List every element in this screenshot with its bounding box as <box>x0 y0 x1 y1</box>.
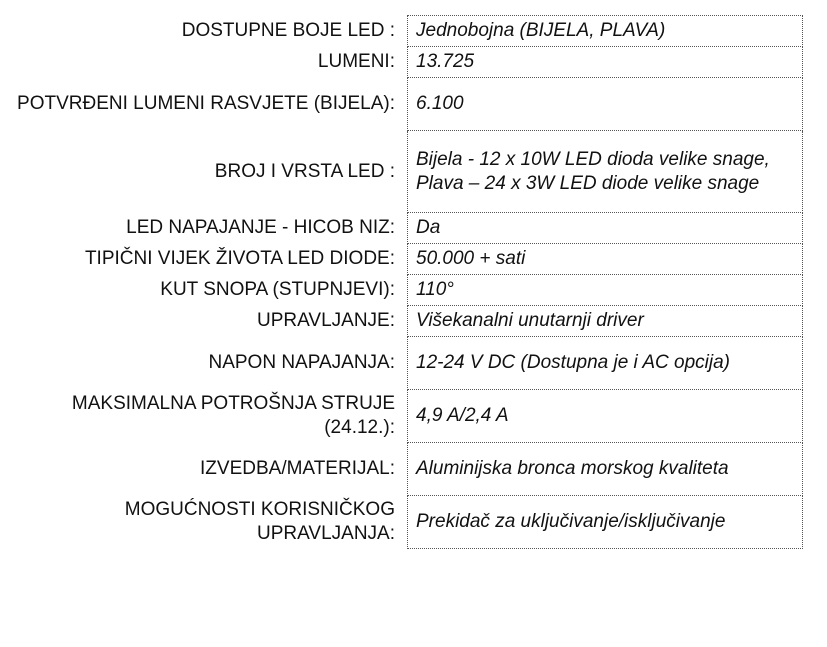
spec-label: UPRAVLJANJE: <box>257 310 395 331</box>
spec-label: POTVRĐENI LUMENI RASVJETE (BIJELA): <box>17 93 395 114</box>
table-row <box>0 47 803 78</box>
spec-label: LUMENI: <box>317 51 395 72</box>
table-row <box>0 306 803 337</box>
table-row <box>0 443 803 496</box>
table-row <box>0 275 803 306</box>
spec-label: IZVEDBA/MATERIJAL: <box>200 458 395 479</box>
spec-label: MOGUĆNOSTI KORISNIČKOG UPRAVLJANJA: <box>124 499 395 544</box>
spec-value: 4,9 A/2,4 A <box>408 390 803 443</box>
spec-value: Višekanalni unutarnji driver <box>408 306 803 337</box>
spec-label: TIPIČNI VIJEK ŽIVOTA LED DIODE: <box>84 248 395 269</box>
spec-table <box>0 15 803 549</box>
table-row <box>0 16 803 47</box>
spec-label: KUT SNOPA (STUPNJEVI): <box>160 279 395 300</box>
spec-label: DOSTUPNE BOJE LED : <box>181 20 395 41</box>
spec-label: NAPON NAPAJANJA: <box>208 352 395 373</box>
table-row <box>0 390 803 443</box>
spec-value: Da <box>408 213 803 244</box>
spec-value: 13.725 <box>408 47 803 78</box>
spec-value: 50.000 + sati <box>408 244 803 275</box>
table-row <box>0 244 803 275</box>
table-row <box>0 78 803 131</box>
table-row <box>0 213 803 244</box>
spec-value: 6.100 <box>408 78 803 131</box>
spec-label: MAKSIMALNA POTROŠNJA STRUJE (24.12.): <box>71 393 395 438</box>
spec-value: 12-24 V DC (Dostupna je i AC opcija) <box>408 337 803 390</box>
spec-value: 110° <box>408 275 803 306</box>
table-row <box>0 337 803 390</box>
spec-value: Jednobojna (BIJELA, PLAVA) <box>408 16 803 47</box>
spec-value: Aluminijska bronca morskog kvaliteta <box>408 443 803 496</box>
spec-label: LED NAPAJANJE - HICOB NIZ: <box>126 217 395 238</box>
spec-value: Prekidač za uključivanje/isključivanje <box>408 496 803 549</box>
table-row <box>0 131 803 213</box>
spec-value: Bijela - 12 x 10W LED dioda velike snage, Plava – 24 x 3W LED diode velike snage <box>408 131 803 213</box>
spec-label: BROJ I VRSTA LED : <box>214 160 395 182</box>
table-row <box>0 496 803 549</box>
